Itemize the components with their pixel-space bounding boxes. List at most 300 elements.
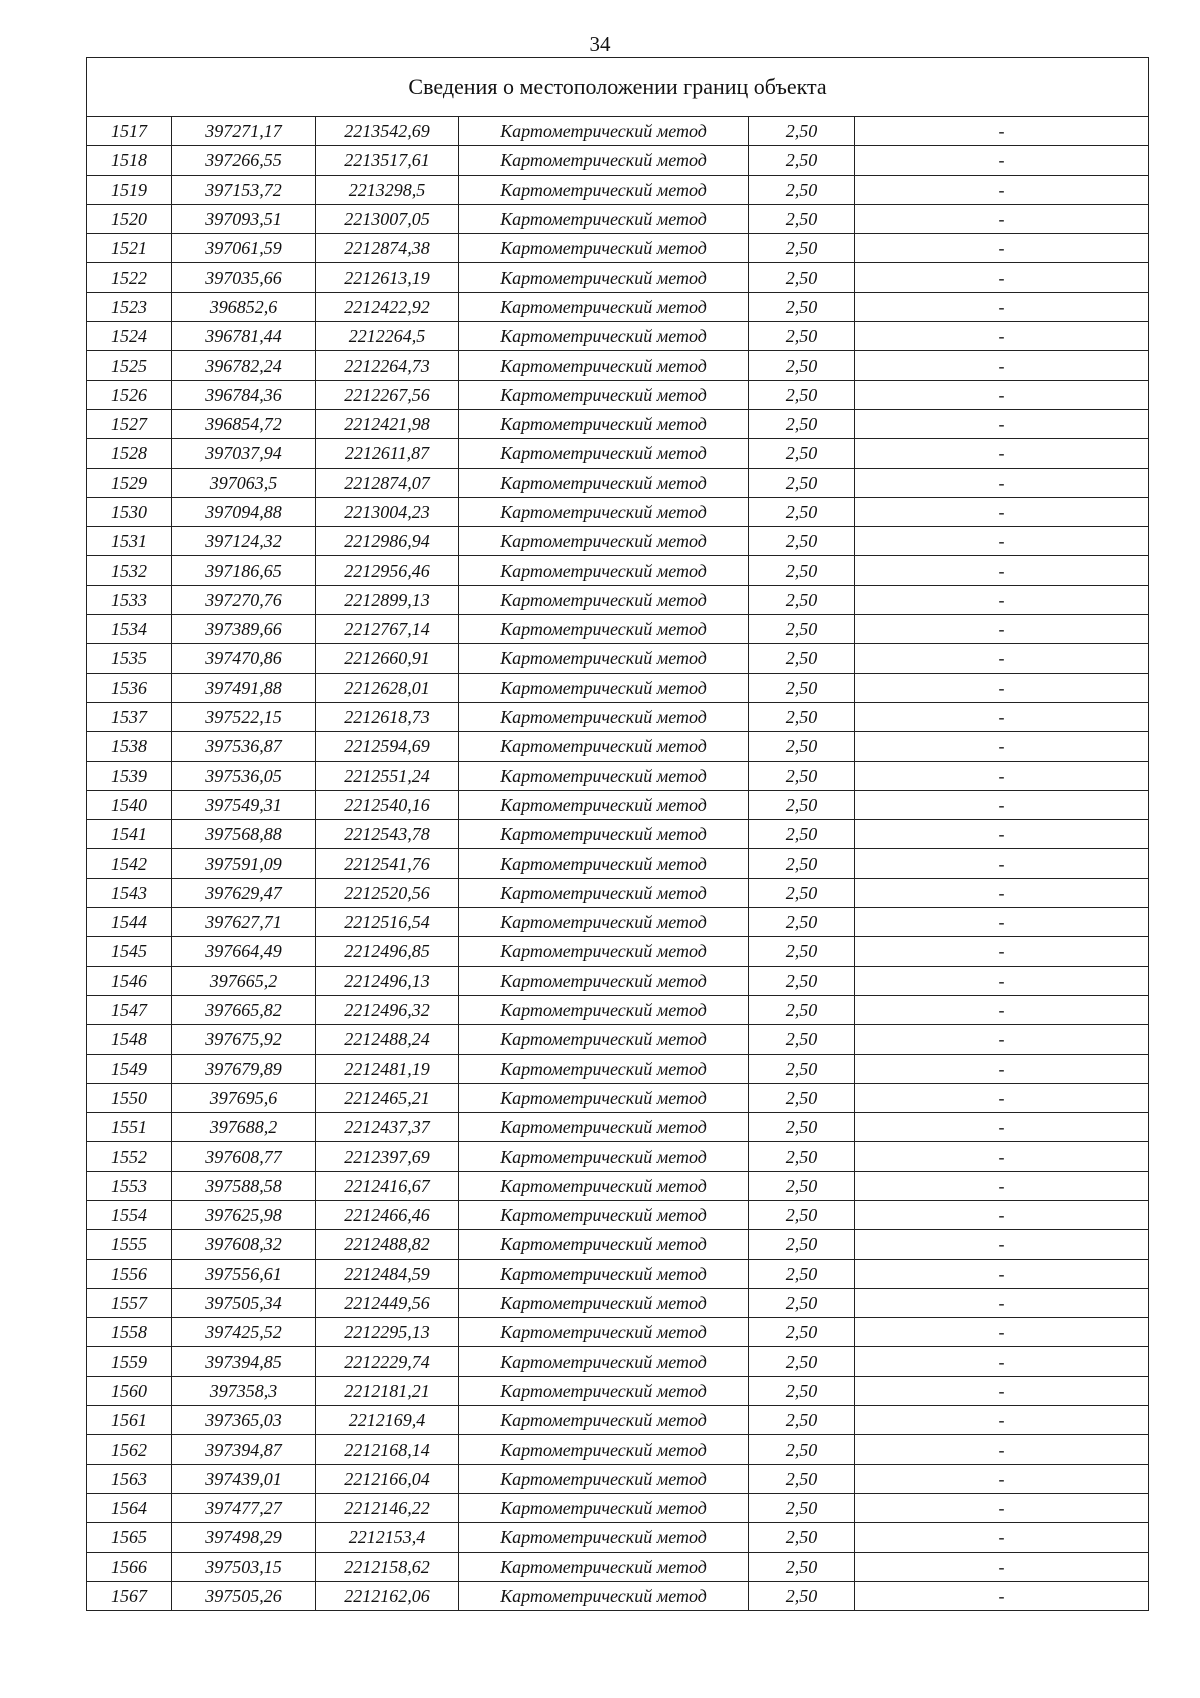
table-row <box>87 380 1149 409</box>
x-coordinate-cell: 397093,51 <box>172 204 316 233</box>
table-row <box>87 1113 1149 1142</box>
point-number-cell: 1549 <box>87 1054 172 1083</box>
point-number-cell: 1561 <box>87 1406 172 1435</box>
y-coordinate-cell: 2213298,5 <box>316 175 459 204</box>
x-coordinate-cell: 397688,2 <box>172 1113 316 1142</box>
y-coordinate-cell: 2212264,73 <box>316 351 459 380</box>
accuracy-cell: 2,50 <box>749 409 855 438</box>
y-coordinate-cell: 2212229,74 <box>316 1347 459 1376</box>
table-row <box>87 1230 1149 1259</box>
accuracy-cell: 2,50 <box>749 1142 855 1171</box>
point-number-cell: 1535 <box>87 644 172 673</box>
table-row <box>87 1171 1149 1200</box>
description-cell: - <box>855 1581 1149 1610</box>
point-number-cell: 1518 <box>87 146 172 175</box>
x-coordinate-cell: 397665,82 <box>172 995 316 1024</box>
description-cell: - <box>855 849 1149 878</box>
y-coordinate-cell: 2212162,06 <box>316 1581 459 1610</box>
description-cell: - <box>855 1464 1149 1493</box>
accuracy-cell: 2,50 <box>749 644 855 673</box>
accuracy-cell: 2,50 <box>749 1025 855 1054</box>
y-coordinate-cell: 2213542,69 <box>316 117 459 146</box>
boundary-coordinates-sheet <box>86 57 1148 1611</box>
method-cell: Картометрический метод <box>459 1054 749 1083</box>
point-number-cell: 1551 <box>87 1113 172 1142</box>
accuracy-cell: 2,50 <box>749 1406 855 1435</box>
table-row <box>87 1581 1149 1610</box>
method-cell: Картометрический метод <box>459 322 749 351</box>
y-coordinate-cell: 2212158,62 <box>316 1552 459 1581</box>
y-coordinate-cell: 2212166,04 <box>316 1464 459 1493</box>
point-number-cell: 1537 <box>87 702 172 731</box>
description-cell: - <box>855 878 1149 907</box>
y-coordinate-cell: 2212874,38 <box>316 234 459 263</box>
accuracy-cell: 2,50 <box>749 468 855 497</box>
description-cell: - <box>855 966 1149 995</box>
table-row <box>87 1200 1149 1229</box>
x-coordinate-cell: 397439,01 <box>172 1464 316 1493</box>
accuracy-cell: 2,50 <box>749 1523 855 1552</box>
point-number-cell: 1558 <box>87 1318 172 1347</box>
method-cell: Картометрический метод <box>459 497 749 526</box>
table-row <box>87 527 1149 556</box>
table-row <box>87 409 1149 438</box>
table-row <box>87 204 1149 233</box>
description-cell: - <box>855 908 1149 937</box>
x-coordinate-cell: 397588,58 <box>172 1171 316 1200</box>
method-cell: Картометрический метод <box>459 673 749 702</box>
x-coordinate-cell: 397266,55 <box>172 146 316 175</box>
point-number-cell: 1556 <box>87 1259 172 1288</box>
method-cell: Картометрический метод <box>459 966 749 995</box>
point-number-cell: 1539 <box>87 761 172 790</box>
accuracy-cell: 2,50 <box>749 234 855 263</box>
table-row <box>87 790 1149 819</box>
x-coordinate-cell: 396854,72 <box>172 409 316 438</box>
x-coordinate-cell: 397270,76 <box>172 585 316 614</box>
y-coordinate-cell: 2212264,5 <box>316 322 459 351</box>
description-cell: - <box>855 1230 1149 1259</box>
accuracy-cell: 2,50 <box>749 615 855 644</box>
accuracy-cell: 2,50 <box>749 1493 855 1522</box>
x-coordinate-cell: 397664,49 <box>172 937 316 966</box>
accuracy-cell: 2,50 <box>749 995 855 1024</box>
method-cell: Картометрический метод <box>459 175 749 204</box>
method-cell: Картометрический метод <box>459 1552 749 1581</box>
x-coordinate-cell: 397037,94 <box>172 439 316 468</box>
x-coordinate-cell: 397608,32 <box>172 1230 316 1259</box>
description-cell: - <box>855 292 1149 321</box>
table-row <box>87 1083 1149 1112</box>
table-row <box>87 615 1149 644</box>
method-cell: Картометрический метод <box>459 468 749 497</box>
x-coordinate-cell: 397358,3 <box>172 1376 316 1405</box>
x-coordinate-cell: 397153,72 <box>172 175 316 204</box>
accuracy-cell: 2,50 <box>749 908 855 937</box>
description-cell: - <box>855 556 1149 585</box>
table-row <box>87 351 1149 380</box>
y-coordinate-cell: 2212611,87 <box>316 439 459 468</box>
accuracy-cell: 2,50 <box>749 1171 855 1200</box>
description-cell: - <box>855 644 1149 673</box>
table-row <box>87 175 1149 204</box>
method-cell: Картометрический метод <box>459 908 749 937</box>
boundary-coordinates-table <box>86 57 1149 1611</box>
x-coordinate-cell: 397679,89 <box>172 1054 316 1083</box>
description-cell: - <box>855 1171 1149 1200</box>
table-row <box>87 966 1149 995</box>
point-number-cell: 1542 <box>87 849 172 878</box>
method-cell: Картометрический метод <box>459 1230 749 1259</box>
method-cell: Картометрический метод <box>459 204 749 233</box>
x-coordinate-cell: 396852,6 <box>172 292 316 321</box>
accuracy-cell: 2,50 <box>749 1113 855 1142</box>
table-row <box>87 878 1149 907</box>
description-cell: - <box>855 585 1149 614</box>
table-row <box>87 292 1149 321</box>
accuracy-cell: 2,50 <box>749 146 855 175</box>
x-coordinate-cell: 397522,15 <box>172 702 316 731</box>
accuracy-cell: 2,50 <box>749 761 855 790</box>
accuracy-cell: 2,50 <box>749 204 855 233</box>
y-coordinate-cell: 2212416,67 <box>316 1171 459 1200</box>
table-row <box>87 322 1149 351</box>
accuracy-cell: 2,50 <box>749 263 855 292</box>
table-row <box>87 468 1149 497</box>
y-coordinate-cell: 2212628,01 <box>316 673 459 702</box>
x-coordinate-cell: 397124,32 <box>172 527 316 556</box>
point-number-cell: 1554 <box>87 1200 172 1229</box>
point-number-cell: 1528 <box>87 439 172 468</box>
y-coordinate-cell: 2212541,76 <box>316 849 459 878</box>
point-number-cell: 1560 <box>87 1376 172 1405</box>
accuracy-cell: 2,50 <box>749 820 855 849</box>
table-row <box>87 761 1149 790</box>
point-number-cell: 1555 <box>87 1230 172 1259</box>
table-row <box>87 1376 1149 1405</box>
x-coordinate-cell: 397063,5 <box>172 468 316 497</box>
method-cell: Картометрический метод <box>459 1083 749 1112</box>
point-number-cell: 1540 <box>87 790 172 819</box>
x-coordinate-cell: 397389,66 <box>172 615 316 644</box>
point-number-cell: 1524 <box>87 322 172 351</box>
y-coordinate-cell: 2212181,21 <box>316 1376 459 1405</box>
accuracy-cell: 2,50 <box>749 1552 855 1581</box>
method-cell: Картометрический метод <box>459 1523 749 1552</box>
description-cell: - <box>855 1318 1149 1347</box>
x-coordinate-cell: 397505,26 <box>172 1581 316 1610</box>
accuracy-cell: 2,50 <box>749 117 855 146</box>
accuracy-cell: 2,50 <box>749 1259 855 1288</box>
table-row <box>87 585 1149 614</box>
point-number-cell: 1565 <box>87 1523 172 1552</box>
x-coordinate-cell: 397186,65 <box>172 556 316 585</box>
y-coordinate-cell: 2212594,69 <box>316 732 459 761</box>
point-number-cell: 1552 <box>87 1142 172 1171</box>
method-cell: Картометрический метод <box>459 409 749 438</box>
table-row <box>87 1435 1149 1464</box>
description-cell: - <box>855 204 1149 233</box>
table-row <box>87 439 1149 468</box>
x-coordinate-cell: 396781,44 <box>172 322 316 351</box>
point-number-cell: 1543 <box>87 878 172 907</box>
point-number-cell: 1532 <box>87 556 172 585</box>
x-coordinate-cell: 396782,24 <box>172 351 316 380</box>
point-number-cell: 1545 <box>87 937 172 966</box>
y-coordinate-cell: 2212449,56 <box>316 1288 459 1317</box>
y-coordinate-cell: 2212543,78 <box>316 820 459 849</box>
description-cell: - <box>855 1347 1149 1376</box>
accuracy-cell: 2,50 <box>749 1435 855 1464</box>
point-number-cell: 1559 <box>87 1347 172 1376</box>
point-number-cell: 1548 <box>87 1025 172 1054</box>
y-coordinate-cell: 2212146,22 <box>316 1493 459 1522</box>
description-cell: - <box>855 1025 1149 1054</box>
point-number-cell: 1522 <box>87 263 172 292</box>
x-coordinate-cell: 397556,61 <box>172 1259 316 1288</box>
point-number-cell: 1550 <box>87 1083 172 1112</box>
accuracy-cell: 2,50 <box>749 439 855 468</box>
accuracy-cell: 2,50 <box>749 702 855 731</box>
description-cell: - <box>855 937 1149 966</box>
accuracy-cell: 2,50 <box>749 937 855 966</box>
accuracy-cell: 2,50 <box>749 1200 855 1229</box>
description-cell: - <box>855 1200 1149 1229</box>
method-cell: Картометрический метод <box>459 1318 749 1347</box>
description-cell: - <box>855 146 1149 175</box>
accuracy-cell: 2,50 <box>749 1581 855 1610</box>
x-coordinate-cell: 397608,77 <box>172 1142 316 1171</box>
y-coordinate-cell: 2212481,19 <box>316 1054 459 1083</box>
y-coordinate-cell: 2212421,98 <box>316 409 459 438</box>
method-cell: Картометрический метод <box>459 292 749 321</box>
method-cell: Картометрический метод <box>459 1464 749 1493</box>
description-cell: - <box>855 1259 1149 1288</box>
method-cell: Картометрический метод <box>459 732 749 761</box>
method-cell: Картометрический метод <box>459 615 749 644</box>
x-coordinate-cell: 397627,71 <box>172 908 316 937</box>
x-coordinate-cell: 397536,87 <box>172 732 316 761</box>
point-number-cell: 1564 <box>87 1493 172 1522</box>
table-row <box>87 497 1149 526</box>
y-coordinate-cell: 2212899,13 <box>316 585 459 614</box>
accuracy-cell: 2,50 <box>749 1288 855 1317</box>
method-cell: Картометрический метод <box>459 820 749 849</box>
y-coordinate-cell: 2212956,46 <box>316 556 459 585</box>
point-number-cell: 1530 <box>87 497 172 526</box>
y-coordinate-cell: 2212874,07 <box>316 468 459 497</box>
x-coordinate-cell: 396784,36 <box>172 380 316 409</box>
y-coordinate-cell: 2212551,24 <box>316 761 459 790</box>
method-cell: Картометрический метод <box>459 1025 749 1054</box>
y-coordinate-cell: 2212496,13 <box>316 966 459 995</box>
description-cell: - <box>855 527 1149 556</box>
y-coordinate-cell: 2212618,73 <box>316 702 459 731</box>
table-title: Сведения о местоположении границ объекта <box>87 58 1149 117</box>
point-number-cell: 1534 <box>87 615 172 644</box>
accuracy-cell: 2,50 <box>749 1464 855 1493</box>
table-row <box>87 1054 1149 1083</box>
table-row <box>87 820 1149 849</box>
method-cell: Картометрический метод <box>459 1200 749 1229</box>
point-number-cell: 1519 <box>87 175 172 204</box>
description-cell: - <box>855 1493 1149 1522</box>
y-coordinate-cell: 2212488,24 <box>316 1025 459 1054</box>
point-number-cell: 1533 <box>87 585 172 614</box>
y-coordinate-cell: 2212496,32 <box>316 995 459 1024</box>
description-cell: - <box>855 1054 1149 1083</box>
x-coordinate-cell: 397568,88 <box>172 820 316 849</box>
y-coordinate-cell: 2212516,54 <box>316 908 459 937</box>
x-coordinate-cell: 397271,17 <box>172 117 316 146</box>
accuracy-cell: 2,50 <box>749 673 855 702</box>
description-cell: - <box>855 439 1149 468</box>
method-cell: Картометрический метод <box>459 351 749 380</box>
point-number-cell: 1529 <box>87 468 172 497</box>
description-cell: - <box>855 1288 1149 1317</box>
accuracy-cell: 2,50 <box>749 1318 855 1347</box>
description-cell: - <box>855 117 1149 146</box>
page-number: 34 <box>589 32 611 56</box>
table-row <box>87 1259 1149 1288</box>
description-cell: - <box>855 234 1149 263</box>
x-coordinate-cell: 397394,87 <box>172 1435 316 1464</box>
method-cell: Картометрический метод <box>459 995 749 1024</box>
y-coordinate-cell: 2212484,59 <box>316 1259 459 1288</box>
x-coordinate-cell: 397665,2 <box>172 966 316 995</box>
point-number-cell: 1523 <box>87 292 172 321</box>
method-cell: Картометрический метод <box>459 849 749 878</box>
description-cell: - <box>855 615 1149 644</box>
method-cell: Картометрический метод <box>459 1581 749 1610</box>
accuracy-cell: 2,50 <box>749 527 855 556</box>
accuracy-cell: 2,50 <box>749 380 855 409</box>
point-number-cell: 1557 <box>87 1288 172 1317</box>
table-row <box>87 1552 1149 1581</box>
description-cell: - <box>855 761 1149 790</box>
description-cell: - <box>855 380 1149 409</box>
description-cell: - <box>855 1523 1149 1552</box>
y-coordinate-cell: 2212153,4 <box>316 1523 459 1552</box>
description-cell: - <box>855 1376 1149 1405</box>
x-coordinate-cell: 397536,05 <box>172 761 316 790</box>
point-number-cell: 1536 <box>87 673 172 702</box>
table-row <box>87 263 1149 292</box>
table-row <box>87 1523 1149 1552</box>
table-row <box>87 849 1149 878</box>
method-cell: Картометрический метод <box>459 1376 749 1405</box>
point-number-cell: 1566 <box>87 1552 172 1581</box>
point-number-cell: 1520 <box>87 204 172 233</box>
method-cell: Картометрический метод <box>459 644 749 673</box>
method-cell: Картометрический метод <box>459 1288 749 1317</box>
y-coordinate-cell: 2212613,19 <box>316 263 459 292</box>
description-cell: - <box>855 263 1149 292</box>
method-cell: Картометрический метод <box>459 585 749 614</box>
table-row <box>87 1406 1149 1435</box>
point-number-cell: 1567 <box>87 1581 172 1610</box>
x-coordinate-cell: 397365,03 <box>172 1406 316 1435</box>
description-cell: - <box>855 497 1149 526</box>
table-row <box>87 908 1149 937</box>
method-cell: Картометрический метод <box>459 761 749 790</box>
description-cell: - <box>855 351 1149 380</box>
description-cell: - <box>855 702 1149 731</box>
accuracy-cell: 2,50 <box>749 1376 855 1405</box>
x-coordinate-cell: 397477,27 <box>172 1493 316 1522</box>
description-cell: - <box>855 175 1149 204</box>
description-cell: - <box>855 732 1149 761</box>
point-number-cell: 1547 <box>87 995 172 1024</box>
table-row <box>87 937 1149 966</box>
accuracy-cell: 2,50 <box>749 292 855 321</box>
table-row <box>87 1493 1149 1522</box>
description-cell: - <box>855 1435 1149 1464</box>
x-coordinate-cell: 397061,59 <box>172 234 316 263</box>
description-cell: - <box>855 673 1149 702</box>
x-coordinate-cell: 397425,52 <box>172 1318 316 1347</box>
description-cell: - <box>855 1083 1149 1112</box>
method-cell: Картометрический метод <box>459 263 749 292</box>
y-coordinate-cell: 2212295,13 <box>316 1318 459 1347</box>
method-cell: Картометрический метод <box>459 1347 749 1376</box>
table-row <box>87 556 1149 585</box>
method-cell: Картометрический метод <box>459 1171 749 1200</box>
table-row <box>87 1347 1149 1376</box>
table-row <box>87 1318 1149 1347</box>
accuracy-cell: 2,50 <box>749 351 855 380</box>
x-coordinate-cell: 397503,15 <box>172 1552 316 1581</box>
point-number-cell: 1541 <box>87 820 172 849</box>
accuracy-cell: 2,50 <box>749 732 855 761</box>
point-number-cell: 1563 <box>87 1464 172 1493</box>
y-coordinate-cell: 2212488,82 <box>316 1230 459 1259</box>
point-number-cell: 1527 <box>87 409 172 438</box>
table-row <box>87 732 1149 761</box>
x-coordinate-cell: 397035,66 <box>172 263 316 292</box>
table-row <box>87 702 1149 731</box>
description-cell: - <box>855 468 1149 497</box>
y-coordinate-cell: 2212169,4 <box>316 1406 459 1435</box>
accuracy-cell: 2,50 <box>749 1347 855 1376</box>
point-number-cell: 1525 <box>87 351 172 380</box>
method-cell: Картометрический метод <box>459 234 749 263</box>
point-number-cell: 1531 <box>87 527 172 556</box>
table-row <box>87 146 1149 175</box>
accuracy-cell: 2,50 <box>749 1230 855 1259</box>
accuracy-cell: 2,50 <box>749 790 855 819</box>
method-cell: Картометрический метод <box>459 702 749 731</box>
method-cell: Картометрический метод <box>459 1493 749 1522</box>
accuracy-cell: 2,50 <box>749 1054 855 1083</box>
table-row <box>87 673 1149 702</box>
accuracy-cell: 2,50 <box>749 878 855 907</box>
y-coordinate-cell: 2212422,92 <box>316 292 459 321</box>
description-cell: - <box>855 1113 1149 1142</box>
x-coordinate-cell: 397549,31 <box>172 790 316 819</box>
method-cell: Картометрический метод <box>459 146 749 175</box>
y-coordinate-cell: 2213007,05 <box>316 204 459 233</box>
point-number-cell: 1526 <box>87 380 172 409</box>
point-number-cell: 1538 <box>87 732 172 761</box>
x-coordinate-cell: 397394,85 <box>172 1347 316 1376</box>
y-coordinate-cell: 2213004,23 <box>316 497 459 526</box>
accuracy-cell: 2,50 <box>749 849 855 878</box>
x-coordinate-cell: 397629,47 <box>172 878 316 907</box>
accuracy-cell: 2,50 <box>749 556 855 585</box>
x-coordinate-cell: 397498,29 <box>172 1523 316 1552</box>
point-number-cell: 1562 <box>87 1435 172 1464</box>
